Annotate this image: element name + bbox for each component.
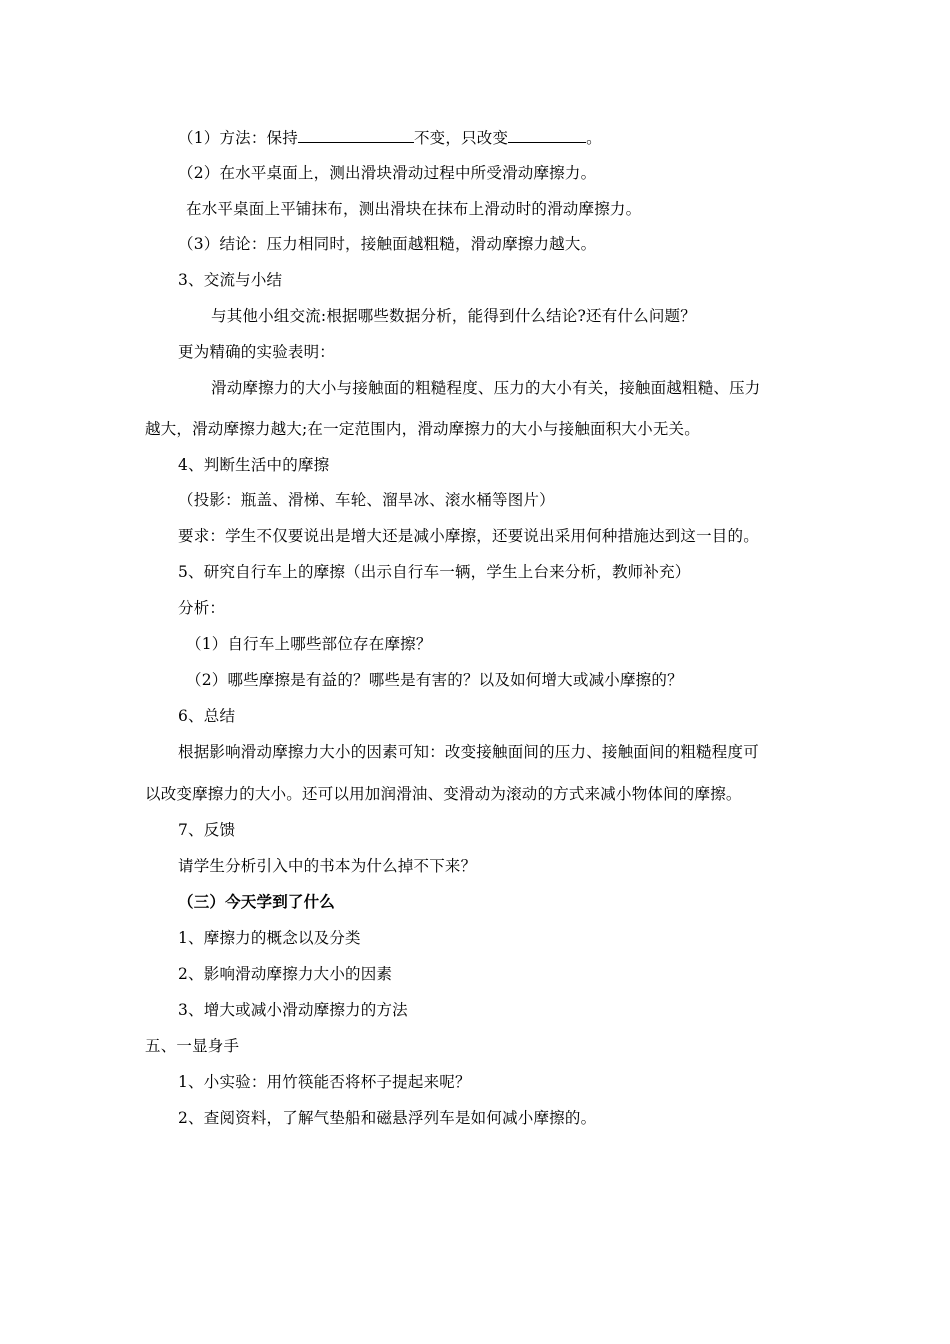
exchange-line: 与其他小组交流:根据哪些数据分析，能得到什么结论?还有什么问题？ xyxy=(211,307,696,325)
fill-blank-2 xyxy=(508,128,586,143)
section-5-heading: 5、研究自行车上的摩擦（出示自行车一辆，学生上台来分析，教师补充） xyxy=(178,563,691,581)
learned-item-3: 3、增大或减小滑动摩擦力的方法 xyxy=(178,1001,408,1019)
learned-heading: （三）今天学到了什么 xyxy=(178,892,336,911)
precise-line: 更为精确的实验表明： xyxy=(178,343,336,361)
result-line-1: 滑动摩擦力的大小与接触面的粗糙程度、压力的大小有关，接触面越粗糙、压力 xyxy=(211,379,761,397)
learned-item-1: 1、摩擦力的概念以及分类 xyxy=(178,929,361,947)
analysis-label: 分析： xyxy=(178,599,226,617)
requirement-line: 要求：学生不仅要说出是增大还是减小摩擦，还要说出采用何种措施达到这一目的。 xyxy=(178,527,759,545)
question-2: （2）哪些摩擦是有益的？哪些是有害的？以及如何增大或减小摩擦的？ xyxy=(186,671,683,689)
section-3-heading: 3、交流与小结 xyxy=(178,271,283,289)
method-middle: 不变，只改变 xyxy=(413,129,509,147)
feedback-line: 请学生分析引入中的书本为什么掉不下来？ xyxy=(178,857,477,875)
fill-blank-1 xyxy=(298,128,414,143)
section-4-heading: 4、判断生活中的摩擦 xyxy=(178,456,330,474)
task-1: 1、小实验：用竹筷能否将杯子提起来呢？ xyxy=(178,1073,471,1091)
task-2: 2、查阅资料，了解气垫船和磁悬浮列车是如何减小摩擦的。 xyxy=(178,1109,597,1127)
method-prefix: （1）方法：保持 xyxy=(178,129,298,147)
question-1: （1）自行车上哪些部位存在摩擦？ xyxy=(186,635,432,653)
section-6-heading: 6、总结 xyxy=(178,707,236,725)
summary-line-2: 以改变摩擦力的大小。还可以用加润滑油、变滑动为滚动的方式来减小物体间的摩擦。 xyxy=(145,785,742,803)
projection-line: （投影：瓶盖、滑梯、车轮、溜旱冰、滚水桶等图片） xyxy=(178,491,555,509)
step2b-line: 在水平桌面上平铺抹布，测出滑块在抹布上滑动时的滑动摩擦力。 xyxy=(186,200,642,218)
section-7-heading: 7、反馈 xyxy=(178,821,236,839)
part-5-heading: 五、一显身手 xyxy=(145,1037,240,1055)
step2-line: （2）在水平桌面上，测出滑块滑动过程中所受滑动摩擦力。 xyxy=(178,164,597,182)
summary-line-1: 根据影响滑动摩擦力大小的因素可知：改变接触面间的压力、接触面间的粗糙程度可 xyxy=(178,743,759,761)
method-suffix: 。 xyxy=(586,129,602,147)
learned-item-2: 2、影响滑动摩擦力大小的因素 xyxy=(178,965,393,983)
result-line-2: 越大，滑动摩擦力越大;在一定范围内，滑动摩擦力的大小与接触面积大小无关。 xyxy=(145,420,700,438)
method-line xyxy=(178,128,602,148)
step3-line: （3）结论：压力相同时，接触面越粗糙，滑动摩擦力越大。 xyxy=(178,235,597,253)
